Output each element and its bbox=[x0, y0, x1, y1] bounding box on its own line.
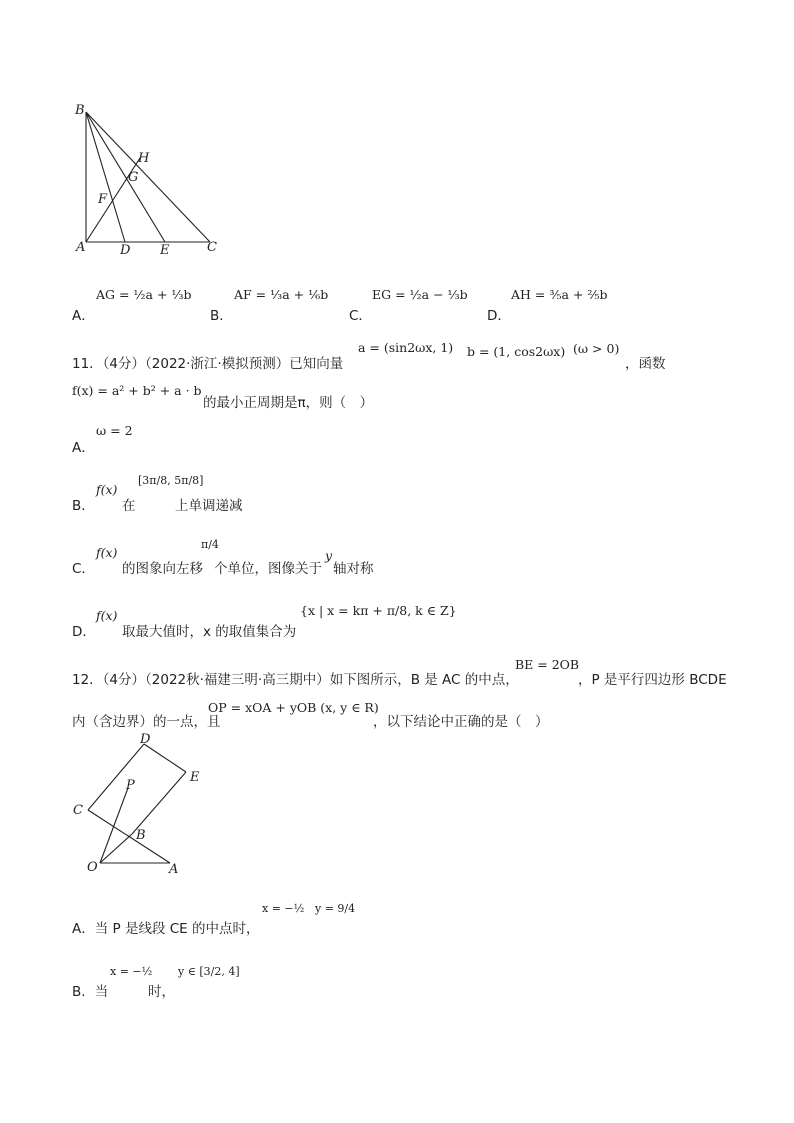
q11-option-c-fraction: π/4 bbox=[201, 538, 219, 551]
q12-option-a-x: x = −½ bbox=[262, 902, 305, 915]
q12-option-a-text[interactable]: A．当 P 是线段 CE 的中点时， bbox=[72, 921, 260, 937]
q11-option-c-mid2: 个单位，图像关于 bbox=[214, 561, 322, 577]
fig2-label-c: C bbox=[73, 803, 83, 818]
triangle-figure bbox=[70, 100, 230, 260]
q11-option-a-expr: ω = 2 bbox=[96, 423, 133, 438]
segment-cd bbox=[88, 744, 144, 810]
q12-option-a-y: y = 9/4 bbox=[315, 902, 356, 915]
segment-ob bbox=[100, 834, 132, 863]
label-h: H bbox=[138, 151, 150, 166]
q11-vector-b: b = (1, cos2ωx) bbox=[467, 344, 566, 359]
q11-option-c-fx: f(x) bbox=[96, 545, 118, 560]
fig2-label-e: E bbox=[190, 770, 200, 785]
q12-op-expression: OP = xOA + yOB (x, y ∈ R) bbox=[208, 700, 379, 715]
label-f: F bbox=[98, 192, 108, 207]
q11-option-c-tail: 轴对称 bbox=[333, 561, 374, 577]
q10-option-d-expr: AH = ⅗a + ⅖b bbox=[511, 287, 608, 302]
q11-option-c-y: y bbox=[325, 548, 333, 563]
segment-bc bbox=[86, 112, 210, 242]
q11-stem: 11．（4分）（2022·浙江·模拟预测）已知向量 bbox=[72, 356, 344, 372]
q11-option-b-interval: [3π/8, 5π/8] bbox=[138, 474, 204, 487]
q11-option-b-tail: 上单调递减 bbox=[175, 498, 243, 514]
q10-option-a-letter[interactable]: A． bbox=[72, 308, 95, 324]
parallelogram-figure bbox=[80, 730, 220, 880]
label-g: G bbox=[128, 170, 139, 185]
q10-option-a-expr: AG = ½a + ⅓b bbox=[96, 287, 192, 302]
label-d: D bbox=[120, 243, 131, 258]
label-a: A bbox=[76, 240, 86, 255]
q11-function-label: ，函数 bbox=[625, 356, 666, 372]
q10-option-b-expr: AF = ⅓a + ⅙b bbox=[234, 287, 329, 302]
fig2-label-o: O bbox=[87, 860, 98, 875]
q11-option-d-fx: f(x) bbox=[96, 608, 118, 623]
segment-de bbox=[144, 744, 186, 772]
fig2-label-b: B bbox=[136, 828, 146, 843]
q11-vector-a: a = (sin2ωx, 1) bbox=[358, 340, 454, 355]
q12-option-b-mid: 时， bbox=[148, 984, 175, 1000]
segment-be bbox=[86, 112, 165, 242]
q11-option-b-letter[interactable]: B． bbox=[72, 498, 95, 514]
label-c: C bbox=[207, 240, 217, 255]
q12-stem-line2-head: 内（含边界）的一点，且 bbox=[72, 714, 221, 730]
segment-op bbox=[100, 788, 128, 863]
q12-stem: 12．（4分）（2022秋·福建三明·高三期中）如下图所示，B 是 AC 的中点， bbox=[72, 672, 519, 688]
label-b: B bbox=[75, 103, 85, 118]
q12-stem-line2-tail: ，以下结论中正确的是（ ） bbox=[373, 714, 549, 730]
q10-option-c-letter[interactable]: C． bbox=[349, 308, 372, 324]
q12-option-b-y: y ∈ [3/2, 4] bbox=[178, 965, 240, 978]
segment-eb bbox=[132, 772, 186, 834]
q11-option-d-set: {x | x = kπ + π/8, k ∈ Z} bbox=[300, 603, 457, 618]
q10-option-b-letter[interactable]: B． bbox=[210, 308, 233, 324]
q11-option-b-in: 在 bbox=[122, 498, 136, 514]
q11-stem-tail: 的最小正周期是π，则（ ） bbox=[203, 395, 374, 411]
q11-omega-condition: (ω > 0) bbox=[573, 341, 620, 356]
label-e: E bbox=[160, 243, 170, 258]
q11-function-def: f(x) = a² + b² + a · b bbox=[72, 383, 202, 398]
q11-option-d-mid: 取最大值时，x 的取值集合为 bbox=[122, 624, 297, 640]
q12-option-b-head[interactable]: B．当 bbox=[72, 984, 109, 1000]
fig2-label-p: P bbox=[126, 778, 135, 793]
q11-option-a-letter[interactable]: A． bbox=[72, 440, 95, 456]
fig2-label-d: D bbox=[140, 732, 151, 747]
q10-option-c-expr: EG = ½a − ⅓b bbox=[372, 287, 468, 302]
q11-option-c-letter[interactable]: C． bbox=[72, 561, 95, 577]
q11-option-c-mid: 的图象向左移 bbox=[122, 561, 203, 577]
segment-bd bbox=[86, 112, 125, 242]
q11-option-b-fx: f(x) bbox=[96, 482, 118, 497]
q12-stem-tail: ，P 是平行四边形 BCDE bbox=[578, 672, 727, 688]
q12-be-vector: BE = 2OB bbox=[515, 657, 580, 672]
q10-option-d-letter[interactable]: D． bbox=[487, 308, 511, 324]
q11-option-d-letter[interactable]: D． bbox=[72, 624, 96, 640]
fig2-label-a: A bbox=[169, 862, 179, 877]
q12-option-b-x: x = −½ bbox=[110, 965, 153, 978]
